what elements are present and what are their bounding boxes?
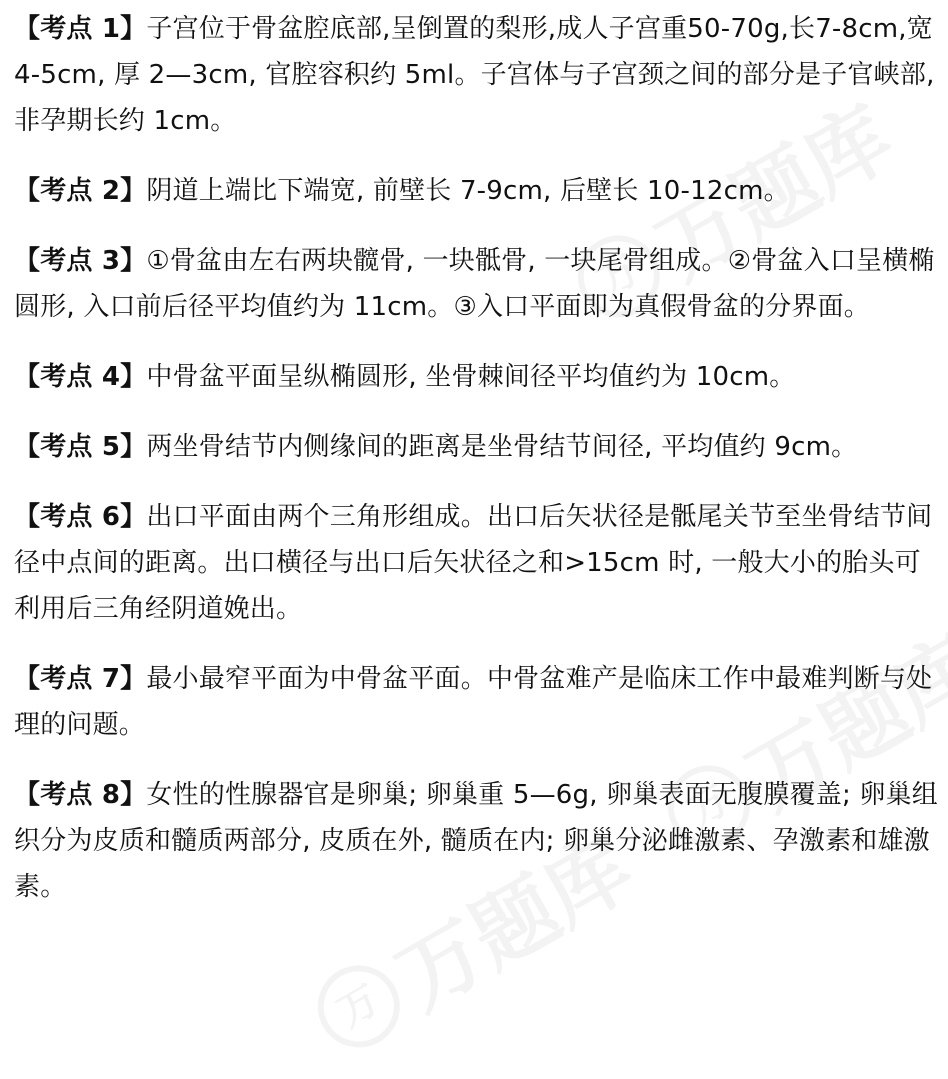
exam-point-8 [14,772,939,910]
exam-point-tag: 【考点 3】 [14,246,147,276]
exam-point-tag: 【考点 8】 [14,780,147,810]
watermark-logo-icon [303,950,415,1062]
exam-point-text: 出口平面由两个三角形组成。出口后矢状径是骶尾关节至坐骨结节间径中点间的距离。出口横径与出口后矢状径之和>15cm 时, 一般大小的胎头可利用后三角经阴道娩出。 [14,502,933,624]
exam-point-4 [14,354,939,400]
exam-point-text: 女性的性腺器官是卵巢; 卵巢重 5—6g, 卵巢表面无腹膜覆盖; 卵巢组织分为皮质和髓质两部分, 皮质在外, 髓质在内; 卵巢分泌雌激素、孕激素和雄激素。 [14,780,938,902]
exam-point-2 [14,168,939,214]
exam-point-6 [14,494,939,632]
exam-point-tag: 【考点 1】 [14,14,147,44]
exam-point-text: 中骨盆平面呈纵椭圆形, 坐骨棘间径平均值约为 10cm。 [146,362,796,392]
exam-point-3 [14,238,939,330]
exam-point-tag: 【考点 6】 [14,502,147,532]
exam-point-7 [14,656,939,748]
exam-point-text: 阴道上端比下端宽, 前壁长 7-9cm, 后壁长 10-12cm。 [146,176,790,206]
exam-point-tag: 【考点 2】 [14,176,147,206]
exam-point-1 [14,6,939,144]
exam-point-5 [14,424,939,470]
document-body [14,6,939,934]
exam-point-tag: 【考点 7】 [14,664,147,694]
exam-point-text: 最小最窄平面为中骨盆平面。中骨盆难产是临床工作中最难判断与处理的问题。 [14,664,933,740]
exam-point-text: 两坐骨结节内侧缘间的距离是坐骨结节间径, 平均值约 9cm。 [146,432,858,462]
exam-point-tag: 【考点 4】 [14,362,147,392]
exam-point-tag: 【考点 5】 [14,432,147,462]
exam-point-text: ①骨盆由左右两块髋骨, 一块骶骨, 一块尾骨组成。②骨盆入口呈横椭圆形, 入口前后径平均值约为 11cm。③入口平面即为真假骨盆的分界面。 [14,246,935,322]
exam-point-text: 子宫位于骨盆腔底部,呈倒置的梨形,成人子宫重50-70g,长7-8cm,宽 4-5cm, 厚 2—3cm, 官腔容积约 5ml。子宫体与子宫颈之间的部分是子官峡部, 非孕期长约 1cm。 [14,14,935,136]
